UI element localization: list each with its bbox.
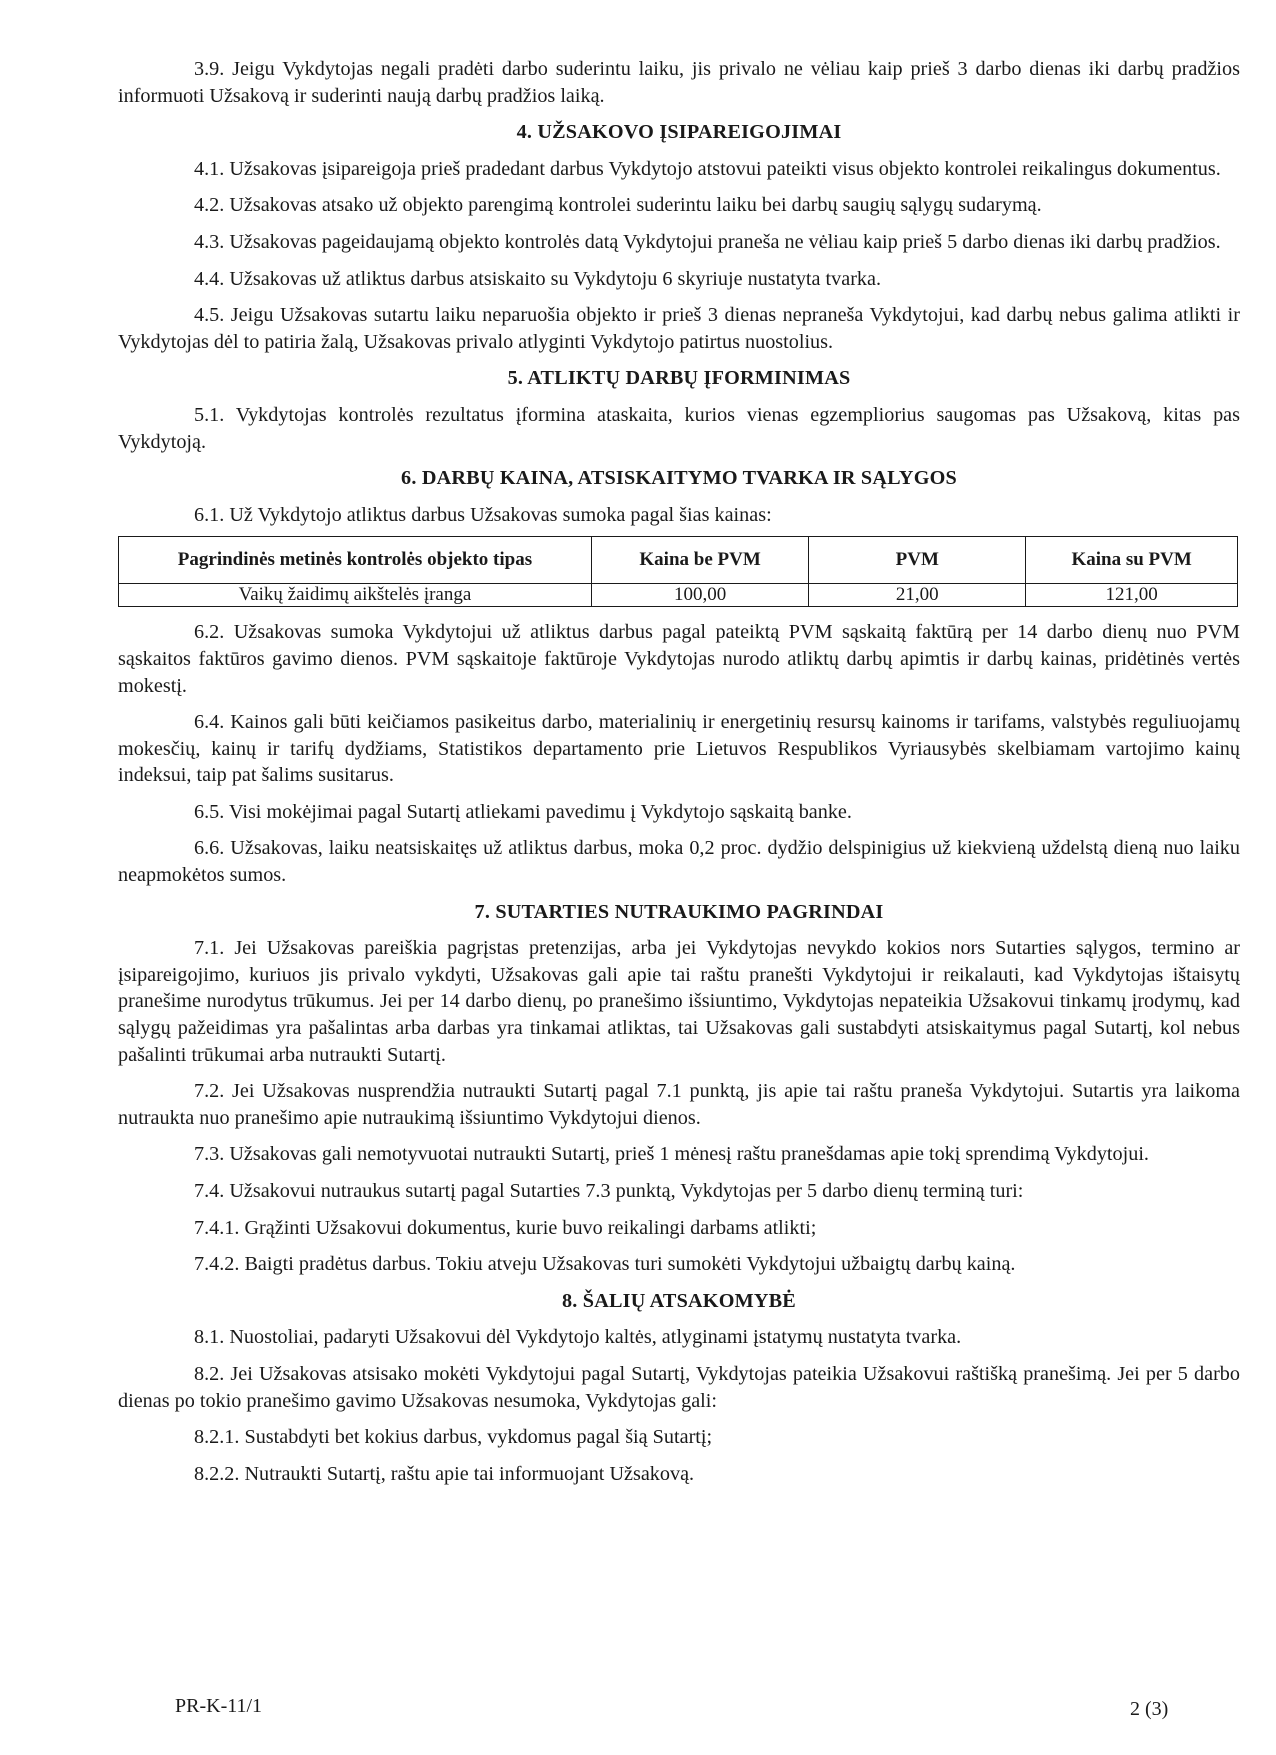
price-table (118, 536, 1238, 607)
section-heading-6: 6. DARBŲ KAINA, ATSISKAITYMO TVARKA IR SĄLYGOS (401, 467, 957, 490)
paragraph-6-2: 6.2. Užsakovas sumoka Vykdytojui už atliktus darbus pagal pateiktą PVM sąskaitą faktūrą per 14 darbo dienų nuo PVM sąskaitos faktūros gavimo dienos. PVM sąskaitoje faktūroje Vykdytojas nurodo atliktų darbų apimtis ir darbų kainas, pridėtinės vertės mokestį. (118, 621, 1240, 697)
paragraph-4-5: 4.5. Jeigu Užsakovas sutartu laiku neparuošia objekto ir prieš 3 dienas nepraneša Vykdytojui, kad darbų nebus galima atlikti ir Vykdytojas dėl to patiria žalą, Užsakovas privalo atlyginti Vykdytojo patirtus nuostolius. (118, 304, 1240, 353)
paragraph-8-2: 8.2. Jei Užsakovas atsisako mokėti Vykdytojui pagal Sutartį, Vykdytojas pateikia Užsakovui raštišką pranešimą. Jei per 5 darbo dienas po tokio pranešimo gavimo Užsakovas nesumoka, Vykdytojas gali: (118, 1362, 1240, 1412)
price-table-header-price-without-vat: Kaina be PVM (591, 537, 808, 584)
paragraph-8-1: 8.1. Nuostoliai, padaryti Užsakovui dėl Vykdytojo kaltės, atlyginami įstatymų nustatyta tvarka. (194, 1326, 962, 1349)
paragraph-7-4-2: 7.4.2. Baigti pradėtus darbus. Tokiu atveju Užsakovas turi sumokėti Vykdytojui užbaigtų darbų kainą. (194, 1253, 1016, 1276)
page-number: 2 (3) (1130, 1698, 1169, 1720)
table-row (119, 584, 1238, 607)
paragraph-6-6: 6.6. Užsakovas, laiku neatsiskaitęs už atliktus darbus, moka 0,2 proc. dydžio delspinigius už kiekvieną uždelstą dieną nuo laiku neapmokėtos sumos. (118, 837, 1240, 887)
paragraph-8-2-2: 8.2.2. Nutraukti Sutartį, raštu apie tai informuojant Užsakovą. (194, 1462, 695, 1485)
paragraph-7-4: 7.4. Užsakovui nutraukus sutartį pagal Sutarties 7.3 punktą, Vykdytojas per 5 darbo dienų terminą turi: (194, 1180, 1024, 1202)
paragraph-3-9: 3.9. Jeigu Vykdytojas negali pradėti darbo suderintu laiku, jis privalo ne vėliau kaip prieš 3 darbo dienas iki darbų pradžios informuoti Užsakovą ir suderinti naują darbų pradžios laiką. (118, 58, 1240, 107)
price-table-header-vat: PVM (809, 537, 1026, 584)
paragraph-8-2-1: 8.2.1. Sustabdyti bet kokius darbus, vykdomus pagal šią Sutartį; (194, 1426, 713, 1449)
document-page (118, 56, 1240, 1497)
paragraph-4-4: 4.4. Užsakovas už atliktus darbus atsiskaito su Vykdytoju 6 skyriuje nustatyta tvarka. (194, 267, 882, 290)
paragraph-6-1: 6.1. Už Vykdytojo atliktus darbus Užsakovas sumoka pagal šias kainas: (194, 503, 772, 526)
price-table-cell-object-type: Vaikų žaidimų aikštelės įranga (119, 584, 592, 607)
paragraph-6-5: 6.5. Visi mokėjimai pagal Sutartį atliekami pavedimu į Vykdytojo sąskaitą banke. (194, 800, 852, 823)
paragraph-4-3: 4.3. Užsakovas pageidaujamą objekto kontrolės datą Vykdytojui praneša ne vėliau kaip prieš 5 darbo dienas iki darbų pradžios. (194, 230, 1221, 253)
price-table-cell-vat: 21,00 (809, 584, 1026, 607)
section-heading-4: 4. UŽSAKOVO ĮSIPAREIGOJIMAI (516, 121, 842, 144)
price-table-cell-price-with-vat: 121,00 (1026, 584, 1238, 607)
section-heading-8: 8. ŠALIŲ ATSAKOMYBĖ (562, 1289, 796, 1312)
paragraph-7-3: 7.3. Užsakovas gali nemotyvuotai nutraukti Sutartį, prieš 1 mėnesį raštu pranešdamas apie tokį sprendimą Vykdytojui. (194, 1143, 1149, 1166)
price-table-cell-price-without-vat: 100,00 (591, 584, 808, 607)
document-code: PR-K-11/1 (175, 1695, 263, 1717)
paragraph-7-1: 7.1. Jei Užsakovas pareiškia pagrįstas pretenzijas, arba jei Vykdytojas nevykdo kokios nors Sutarties sąlygos, termino ar įsipareigojimo, kuriuos jis privalo vykdyti, Užsakovas gali apie tai raštu pranešti Vykdytojui ir reikalauti, kad Vykdytojas ištaisytų pranešime nurodytus trūkumus. Jei per 14 darbo dienų, po pranešimo išsiuntimo, Vykdytojas nepateikia Užsakovui tinkamų įrodymų, kad sąlygų pažeidimas yra pašalintas arba darbas yra tinkamai atliktas, tai Užsakovas gali sustabdyti atsiskaitymus pagal Sutartį, kol nebus pašalinti trūkumai arba nutraukti Sutartį. (118, 937, 1240, 1066)
section-heading-7: 7. SUTARTIES NUTRAUKIMO PAGRINDAI (474, 900, 884, 923)
paragraph-7-4-1: 7.4.1. Grąžinti Užsakovui dokumentus, kurie buvo reikalingi darbams atlikti; (194, 1216, 817, 1239)
paragraph-4-2: 4.2. Užsakovas atsako už objekto parengimą kontrolei suderintu laiku bei darbų saugių sąlygų sudarymą. (194, 194, 1042, 217)
section-heading-5: 5. ATLIKTŲ DARBŲ ĮFORMINIMAS (507, 367, 851, 390)
price-table-header-object-type: Pagrindinės metinės kontrolės objekto tipas (119, 537, 592, 584)
price-table-header-price-with-vat: Kaina su PVM (1026, 537, 1238, 584)
paragraph-4-1: 4.1. Užsakovas įsipareigoja prieš pradedant darbus Vykdytojo atstovui pateikti visus objekto kontrolei reikalingus dokumentus. (194, 157, 1221, 180)
paragraph-6-4: 6.4. Kainos gali būti keičiamos pasikeitus darbo, materialinių ir energetinių resursų kainoms ir tarifams, valstybės reguliuojamų mokesčių, kainų ir tarifų dydžiams, Statistikos departamento prie Lietuvos Respublikos Vyriausybės skelbiamam vartojimo kainų indeksui, taip pat šalims susitarus. (118, 711, 1240, 787)
paragraph-5-1: 5.1. Vykdytojas kontrolės rezultatus įformina ataskaita, kurios vienas egzempliorius saugomas pas Užsakovą, kitas pas Vykdytoją. (118, 403, 1240, 453)
paragraph-7-2: 7.2. Jei Užsakovas nusprendžia nutraukti Sutartį pagal 7.1 punktą, jis apie tai raštu praneša Vykdytojui. Sutartis yra laikoma nutraukta nuo pranešimo apie nutraukimą išsiuntimo Vykdytojui dienos. (118, 1080, 1240, 1129)
price-table-header-row (119, 537, 1238, 584)
